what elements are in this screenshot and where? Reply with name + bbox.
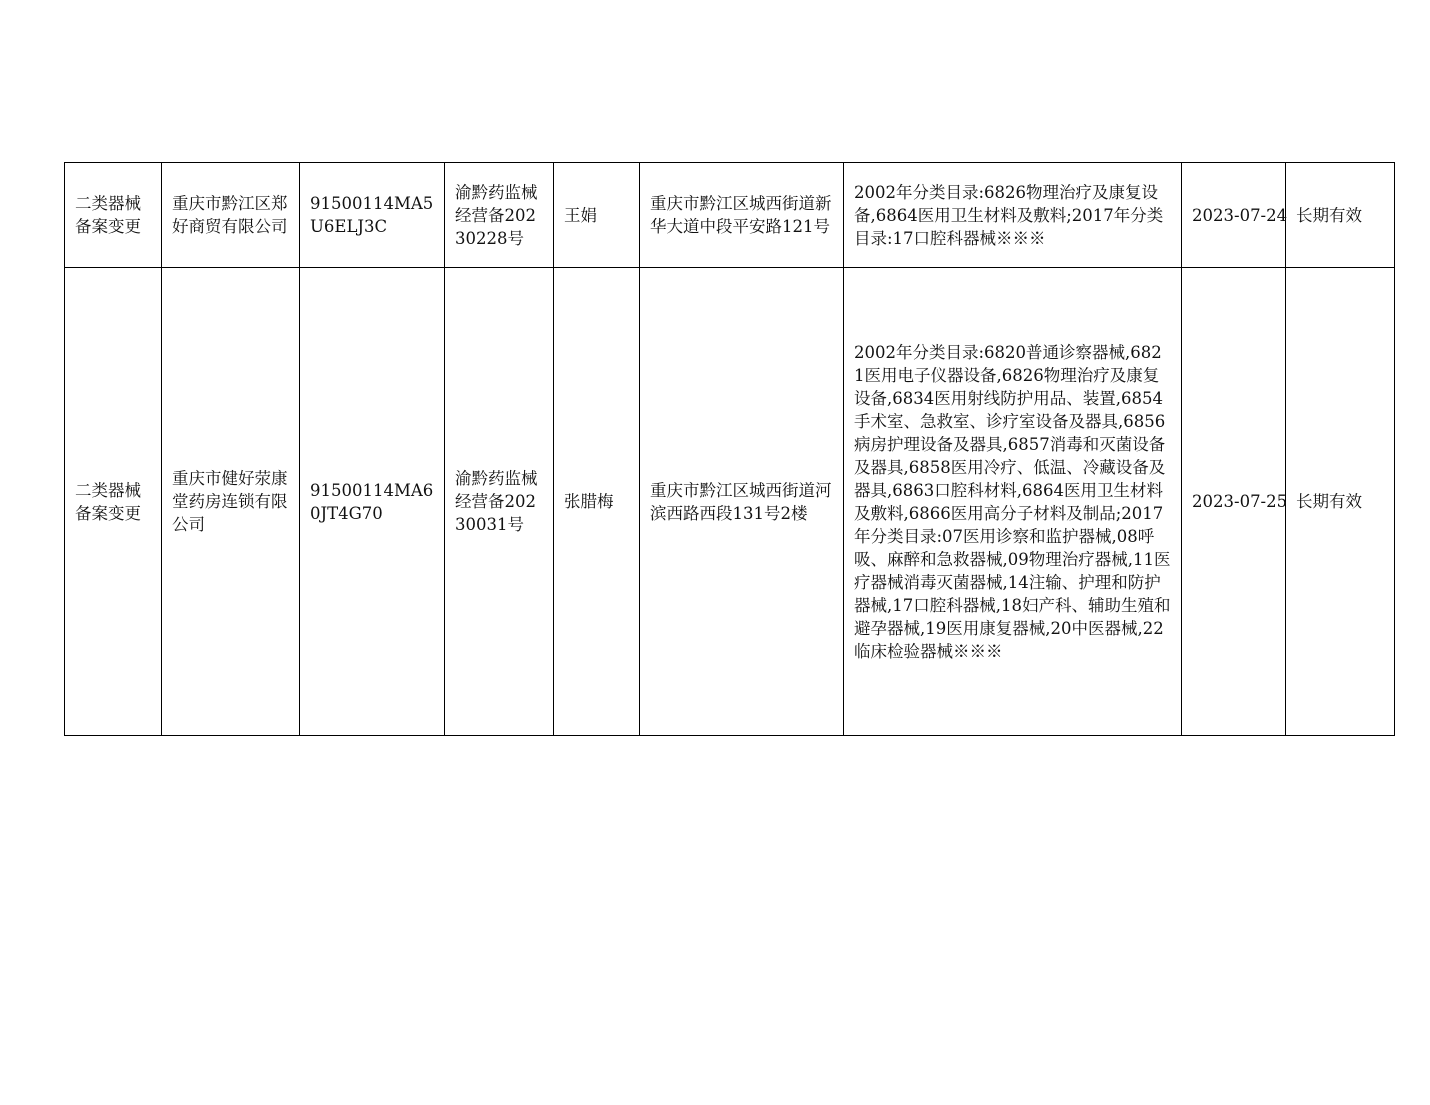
record-type-cell: 二类器械备案变更 (65, 163, 162, 268)
date-cell: 2023-07-24 (1182, 163, 1286, 268)
company-name-cell: 重庆市黔江区郑好商贸有限公司 (162, 163, 300, 268)
person-cell: 王娟 (554, 163, 640, 268)
person-cell: 张腊梅 (554, 268, 640, 736)
address-cell: 重庆市黔江区城西街道河滨西路西段131号2楼 (640, 268, 844, 736)
credit-code-cell: 91500114MA60JT4G70 (300, 268, 445, 736)
business-scope-cell: 2002年分类目录:6820普通诊察器械,6821医用电子仪器设备,6826物理治疗及康复设备,6834医用射线防护用品、装置,6854手术室、急救室、诊疗室设备及器具,6856病房护理设备及器具,6857消毒和灭菌设备及器具,6858医用冷疗、低温、冷藏设备及器具,6863口腔科材料,6864医用卫生材料及敷料,6866医用高分子材料及制品;2017年分类目录:07医用诊察和监护器械,08呼吸、麻醉和急救器械,09物理治疗器械,11医疗器械消毒灭菌器械,14注输、护理和防护器械,17口腔科器械,18妇产科、辅助生殖和避孕器械,19医用康复器械,20中医器械,22临床检验器械※※※ (844, 268, 1182, 736)
record-number-cell: 渝黔药监械经营备20230228号 (445, 163, 554, 268)
date-cell: 2023-07-25 (1182, 268, 1286, 736)
table-row (65, 163, 1395, 268)
address-cell: 重庆市黔江区城西街道新华大道中段平安路121号 (640, 163, 844, 268)
table-row (65, 268, 1395, 736)
business-scope-cell: 2002年分类目录:6826物理治疗及康复设备,6864医用卫生材料及敷料;2017年分类目录:17口腔科器械※※※ (844, 163, 1182, 268)
validity-cell: 长期有效 (1286, 163, 1395, 268)
company-name-cell: 重庆市健好荥康堂药房连锁有限公司 (162, 268, 300, 736)
record-table (64, 162, 1395, 736)
validity-cell: 长期有效 (1286, 268, 1395, 736)
credit-code-cell: 91500114MA5U6ELJ3C (300, 163, 445, 268)
record-type-cell: 二类器械备案变更 (65, 268, 162, 736)
record-number-cell: 渝黔药监械经营备20230031号 (445, 268, 554, 736)
